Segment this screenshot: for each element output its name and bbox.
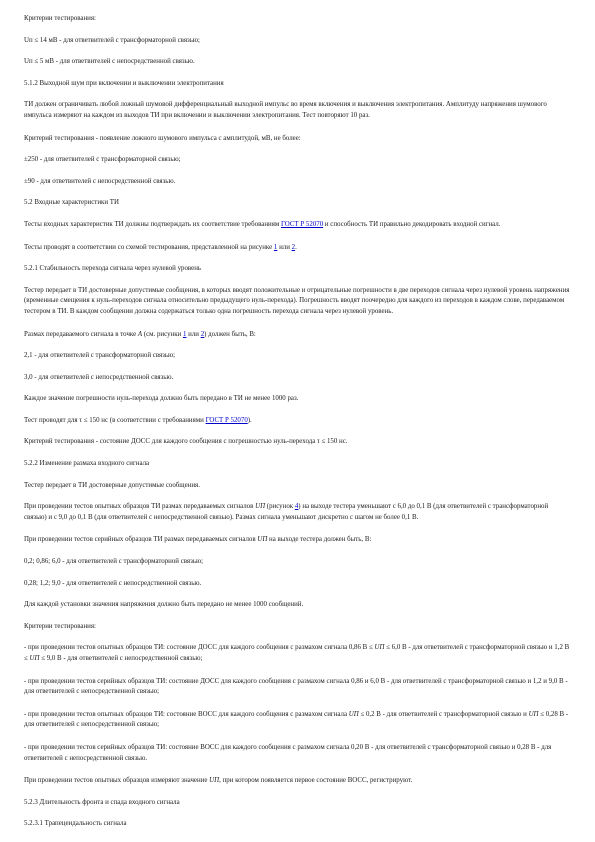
paragraph-signal-amplitude — [24, 330, 572, 341]
text-segment: ≤ 0,2 В - для ответвителей с трансформаторной связью и — [358, 710, 529, 718]
criteria-heading: Критерии тестирования: — [24, 15, 96, 22]
gost-link[interactable]: ГОСТ Р 52070 — [280, 220, 324, 228]
text-segment: Тест проводят для τ ≤ 150 нс (в соответствии с требованиями — [24, 416, 206, 424]
up-symbol: UП — [528, 710, 539, 718]
criterion-serial-doss: - при проведении тестов серийных образцов ТИ: состояние ДОСС для каждого сообщения с размахом сигнала 0,86 и 6,0 В - для ответвителей с трансформаторной связью и 1,2 и 9,0 В - для ответвителей с непосредственной связью; — [24, 677, 568, 696]
point-a-label: А — [137, 330, 143, 338]
text-segment: Размах передаваемого сигнала в точке — [24, 330, 138, 338]
text-segment: (см. рисунки — [142, 330, 183, 338]
figure-1-link[interactable]: 1 — [182, 330, 187, 338]
text-segment: . — [295, 243, 297, 251]
text-segment: ). — [247, 416, 252, 424]
paragraph-zero-crossing: Тестер передает в ТИ достоверные допустимые сообщения, в которых вводят положительные и отрицательные погрешности в две переходов сигнала через нулевой уровень напряжения (временные смещения к нуль-переходов сигнала относительно предыдущего нуль-перехода). Погрешность вводят поочередно для каждого из переходов в каждом слове, передаваемом тестером в ТИ. В каждом сообщении должна содержаться только одна погрешность перехода сигнала через нулевой уровень. — [24, 286, 570, 315]
text-segment: Тесты проводят в соответствии со схемой тестирования, представленной на рисунке — [24, 243, 274, 251]
noise-limit-transformer: ±250 - для ответвителей с трансформаторной связью; — [24, 156, 181, 164]
text-segment: ≤ 9,0 В - для ответвителей с непосредственной связью; — [39, 655, 203, 662]
up-symbol: UП — [209, 777, 220, 785]
figure-2-link[interactable]: 2 — [200, 330, 205, 338]
figure-1-link[interactable]: 1 — [273, 243, 278, 251]
text-segment: и способность ТИ правильно декодировать входной сигнал. — [323, 220, 501, 228]
up-symbol: UП — [348, 710, 359, 718]
paragraph-noise-description: ТИ должен ограничивать любой ложный шумовой дифференциальный выходной импульс во время включения и выключения электропитания. Амплитуду напряжения шумового импульса измеряют на каждом из выходов ТИ при включении и выключении электропитания. Тест повторяют 10 раз. — [24, 101, 547, 119]
section-5-2-3-1-title: 5.2.3.1 Трапецеидальность сигнала — [24, 820, 127, 828]
up-symbol: UП — [255, 503, 266, 511]
paragraph-tau-criterion: Критерий тестирования - состояние ДОСС для каждого сообщения с погрешностью нуль-перехода τ ≤ 150 нс. — [24, 438, 348, 446]
criteria-heading-2: Критерии тестирования: — [24, 622, 96, 630]
paragraph-message-count: Для каждой установки значения напряжения должно быть передано не менее 1000 сообщений. — [24, 601, 304, 609]
paragraph-test-scheme — [24, 243, 572, 254]
document-body — [24, 14, 572, 841]
text-segment: При проведении тестов опытных образцов измеряют значение — [24, 777, 210, 785]
text-segment: При проведении тестов серийных образцов ТИ размах передаваемых сигналов — [24, 536, 258, 544]
noise-limit-direct: ±90 - для ответвителей с непосредственной связью. — [24, 177, 176, 185]
section-5-2-1-title: 5.2.1 Стабильность перехода сигнала через нулевой уровень — [24, 265, 202, 273]
criterion-transformer: Uп ≤ 14 мВ - для ответвителей с трансформаторной связью; — [24, 36, 200, 44]
text-segment: , при котором появляется первое состояние ВОСС, регистрируют. — [219, 777, 413, 785]
paragraph-input-characteristics — [24, 220, 572, 231]
text-segment: ) должен быть, В: — [204, 330, 256, 338]
up-symbol: UП — [29, 655, 40, 662]
criterion-prototype-voss — [24, 710, 572, 731]
text-segment: - при проведении тестов опытных образцов ТИ: состояние ВОСС для каждого сообщения с размахом сигнала — [24, 710, 349, 718]
text-segment: ) на выходе тестера уменьшают с 6,0 до 0,1 В (для ответвителей с трансформаторной связью) и с 9,0 до 0,1 В (для ответвителей с непосредственной связью). Размах сигнала уменьшают дискретно с шагом не более 0,1 В. — [24, 503, 549, 521]
figure-4-link[interactable]: 4 — [294, 503, 299, 511]
gost-link[interactable]: ГОСТ Р 52070 — [205, 416, 248, 424]
criterion-serial-voss: - при проведении тестов серийных образцов ТИ: состояние ВОСС для каждого сообщения с размахом сигнала 0,20 В - для ответвителей с трансформаторной связью и 0,28 В - для ответвителей с непосредственной связью. — [24, 743, 552, 762]
paragraph-tau-test — [24, 416, 572, 427]
section-5-2-title: 5.2 Входные характеристики ТИ — [24, 199, 119, 207]
figure-2-link[interactable]: 2 — [291, 243, 296, 251]
text-segment: (рисунок — [265, 503, 295, 511]
criterion-prototype-doss — [24, 643, 572, 664]
paragraph-first-voss — [24, 776, 572, 787]
text-segment: или — [186, 330, 201, 338]
section-5-1-2-title: 5.1.2 Выходной шум при включении и выключении электропитания — [24, 79, 224, 87]
section-5-2-2-title: 5.2.2 Изменение размаха входного сигнала — [24, 460, 150, 468]
paragraph-serial-amplitude — [24, 535, 572, 546]
paragraph-tester-sends: Тестер передает в ТИ достоверные допустимые сообщения. — [24, 481, 200, 489]
amplitude-direct: 3,0 - для ответвителей с непосредственной связью. — [24, 373, 174, 381]
text-segment: Тесты входных характеристик ТИ должны подтверждать их соответствие требованиям — [24, 220, 281, 228]
serial-values-transformer: 0,2; 0,86; 6,0 - для ответвителей с трансформаторной связью; — [24, 558, 204, 566]
criterion-direct: Uп ≤ 5 мВ - для ответвителей с непосредственной связью. — [24, 58, 195, 66]
paragraph-noise-criterion: Критерий тестирования - появление ложного шумового импульса с амплитудой, мВ, не более: — [24, 134, 301, 142]
text-segment: ≤ 0,28 В - для ответвителей с непосредственной связью; — [24, 710, 569, 729]
up-symbol: UП — [257, 536, 268, 544]
amplitude-transformer: 2,1 - для ответвителей с трансформаторной связью; — [24, 352, 176, 360]
text-segment: ≤ 6,0 В - для ответвителей с трансформаторной связью и 1,2 В ≤ — [24, 644, 570, 662]
paragraph-repetitions: Каждое значение погрешности нуль-перехода должно быть передано в ТИ не менее 1000 раз. — [24, 395, 299, 403]
section-5-2-3-title: 5.2.3 Длительность фронта и спада входного сигнала — [24, 798, 180, 806]
text-segment: - при проведении тестов опытных образцов ТИ: состояние ДОСС для каждого сообщения с размахом сигнала 0,86 В ≤ — [24, 644, 375, 652]
text-segment: или — [277, 243, 292, 251]
text-segment: При проведении тестов опытных образцов ТИ размах передаваемых сигналов — [24, 503, 256, 511]
paragraph-prototype-amplitude — [24, 502, 572, 523]
up-symbol: UП — [374, 644, 385, 652]
text-segment: на выходе тестера должен быть, В: — [267, 536, 372, 544]
serial-values-direct: 0,28; 1,2; 9,0 - для ответвителей с непосредственной связью. — [24, 579, 202, 587]
